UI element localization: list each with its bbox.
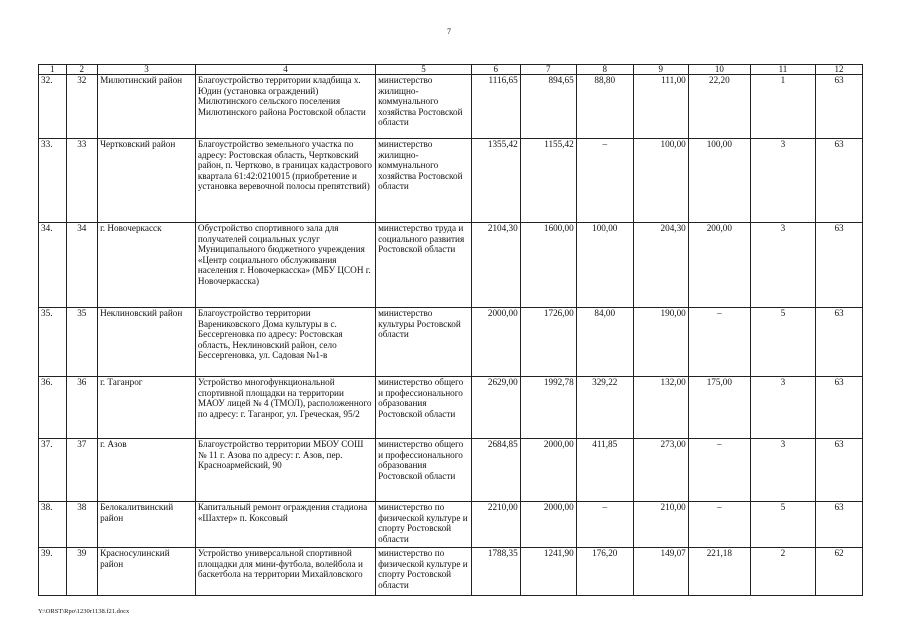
score-cell: 2	[750, 548, 815, 596]
amount-other-cell: 175,00	[688, 377, 750, 439]
score-cell: 5	[750, 308, 815, 377]
points-cell: 63	[816, 139, 863, 223]
object-cell: Обустройство спортивного зала для получателей социальных услуг Муниципального бюджетного учреждения «Центр социального обслуживания населения г. Новочеркасска» (МБУ ЦСОН г. Новочеркасска)	[195, 223, 375, 308]
column-number: 2	[66, 65, 98, 75]
amount-other-cell: –	[688, 439, 750, 502]
ministry-cell: министерство общего и профессионального образования Ростовской области	[376, 439, 472, 502]
table-row	[39, 502, 863, 548]
table-row	[39, 75, 863, 139]
amount-other-cell: 200,00	[688, 223, 750, 308]
row-number: 34.	[39, 223, 67, 308]
amount-total-cell: 2210,00	[471, 502, 520, 548]
score-cell: 3	[750, 223, 815, 308]
amount-extra-cell: 273,00	[633, 439, 688, 502]
column-number: 4	[195, 65, 375, 75]
district-cell: Чертковский район	[98, 139, 196, 223]
ministry-cell: министерство труда и социального развития Ростовской области	[376, 223, 472, 308]
points-cell: 63	[816, 439, 863, 502]
amount-regional-cell: 1600,00	[520, 223, 576, 308]
column-number: 9	[633, 65, 688, 75]
column-number: 11	[750, 65, 815, 75]
column-number: 1	[39, 65, 67, 75]
table-row	[39, 439, 863, 502]
amount-total-cell: 2000,00	[471, 308, 520, 377]
row-number-2: 39	[66, 548, 98, 596]
object-cell: Устройство универсальной спортивной площадки для мини-футбола, волейбола и баскетбола на территории Михайловского	[195, 548, 375, 596]
amount-total-cell: 2104,30	[471, 223, 520, 308]
ministry-cell: министерство по физической культуре и спорту Ростовской области	[376, 548, 472, 596]
amount-other-cell: 221,18	[688, 548, 750, 596]
amount-local-cell: –	[576, 139, 633, 223]
amount-total-cell: 1355,42	[471, 139, 520, 223]
amount-local-cell: –	[576, 502, 633, 548]
ministry-cell: министерство культуры Ростовской области	[376, 308, 472, 377]
amount-total-cell: 2629,00	[471, 377, 520, 439]
amount-total-cell: 2684,85	[471, 439, 520, 502]
object-cell: Благоустройство территории кладбища х. Юдин (установка ограждений) Милютинского сельского поселения Милютинского района Ростовской области	[195, 75, 375, 139]
amount-regional-cell: 1241,90	[520, 548, 576, 596]
column-number: 6	[471, 65, 520, 75]
points-cell: 63	[816, 377, 863, 439]
district-cell: Неклиновский район	[98, 308, 196, 377]
amount-regional-cell: 2000,00	[520, 502, 576, 548]
object-cell: Благоустройство территории МБОУ СОШ № 11 г. Азова по адресу: г. Азов, пер. Красноармейский, 90	[195, 439, 375, 502]
column-number: 3	[98, 65, 196, 75]
score-cell: 5	[750, 502, 815, 548]
amount-extra-cell: 111,00	[633, 75, 688, 139]
amount-regional-cell: 1726,00	[520, 308, 576, 377]
amount-local-cell: 100,00	[576, 223, 633, 308]
column-number: 7	[520, 65, 576, 75]
points-cell: 63	[816, 308, 863, 377]
page-number: 7	[447, 27, 451, 36]
data-table	[38, 64, 863, 596]
object-cell: Капитальный ремонт ограждения стадиона «Шахтер» п. Коксовый	[195, 502, 375, 548]
row-number-2: 32	[66, 75, 98, 139]
column-number-row	[39, 65, 863, 75]
row-number: 32.	[39, 75, 67, 139]
amount-extra-cell: 190,00	[633, 308, 688, 377]
points-cell: 62	[816, 548, 863, 596]
amount-extra-cell: 100,00	[633, 139, 688, 223]
amount-extra-cell: 149,07	[633, 548, 688, 596]
amount-other-cell: 100,00	[688, 139, 750, 223]
ministry-cell: министерство общего и профессионального образования Ростовской области	[376, 377, 472, 439]
points-cell: 63	[816, 223, 863, 308]
score-cell: 3	[750, 377, 815, 439]
table-row	[39, 377, 863, 439]
amount-local-cell: 84,00	[576, 308, 633, 377]
row-number-2: 36	[66, 377, 98, 439]
row-number-2: 38	[66, 502, 98, 548]
amount-local-cell: 176,20	[576, 548, 633, 596]
row-number-2: 34	[66, 223, 98, 308]
points-cell: 63	[816, 75, 863, 139]
object-cell: Устройство многофункциональной спортивной площадки на территории МАОУ лицей № 4 (ТМОЛ), расположенного по адресу: г. Таганрог, ул. Греческая, 95/2	[195, 377, 375, 439]
object-cell: Благоустройство земельного участка по адресу: Ростовская область, Чертковский район, п. Чертково, в границах кадастрового квартала 61:42:0210015 (приобретение и установка веревочной полосы препятствий)	[195, 139, 375, 223]
amount-other-cell: –	[688, 502, 750, 548]
ministry-cell: министерство жилищно-коммунального хозяйства Ростовской области	[376, 75, 472, 139]
points-cell: 63	[816, 502, 863, 548]
amount-regional-cell: 894,65	[520, 75, 576, 139]
amount-local-cell: 411,85	[576, 439, 633, 502]
object-cell: Благоустройство территории Варениковского Дома культуры в с. Бессергеновка по адресу: Ростовская область, Неклиновский район, село Бессергеновка, ул. Садовая №1-в	[195, 308, 375, 377]
table-row	[39, 223, 863, 308]
amount-regional-cell: 1992,78	[520, 377, 576, 439]
amount-total-cell: 1116,65	[471, 75, 520, 139]
district-cell: Белокалитвинский район	[98, 502, 196, 548]
row-number: 37.	[39, 439, 67, 502]
row-number: 33.	[39, 139, 67, 223]
amount-regional-cell: 1155,42	[520, 139, 576, 223]
column-number: 8	[576, 65, 633, 75]
column-number: 12	[816, 65, 863, 75]
table-row	[39, 308, 863, 377]
district-cell: Красносулинский район	[98, 548, 196, 596]
row-number: 39.	[39, 548, 67, 596]
ministry-cell: министерство жилищно-коммунального хозяйства Ростовской области	[376, 139, 472, 223]
amount-total-cell: 1788,35	[471, 548, 520, 596]
amount-extra-cell: 210,00	[633, 502, 688, 548]
row-number-2: 37	[66, 439, 98, 502]
district-cell: г. Новочеркасск	[98, 223, 196, 308]
amount-extra-cell: 132,00	[633, 377, 688, 439]
table-row	[39, 139, 863, 223]
column-number: 10	[688, 65, 750, 75]
score-cell: 3	[750, 139, 815, 223]
district-cell: Милютинский район	[98, 75, 196, 139]
district-cell: г. Азов	[98, 439, 196, 502]
amount-local-cell: 329,22	[576, 377, 633, 439]
file-path-footer: Y:\ORST\Rpo\1230r1138.f21.docx	[38, 608, 130, 615]
score-cell: 3	[750, 439, 815, 502]
amount-extra-cell: 204,30	[633, 223, 688, 308]
ministry-cell: министерство по физической культуре и спорту Ростовской области	[376, 502, 472, 548]
amount-regional-cell: 2000,00	[520, 439, 576, 502]
table-row	[39, 548, 863, 596]
row-number-2: 35	[66, 308, 98, 377]
amount-local-cell: 88,80	[576, 75, 633, 139]
amount-other-cell: 22,20	[688, 75, 750, 139]
score-cell: 1	[750, 75, 815, 139]
row-number: 36.	[39, 377, 67, 439]
row-number: 35.	[39, 308, 67, 377]
row-number: 38.	[39, 502, 67, 548]
district-cell: г. Таганрог	[98, 377, 196, 439]
amount-other-cell: –	[688, 308, 750, 377]
column-number: 5	[376, 65, 472, 75]
row-number-2: 33	[66, 139, 98, 223]
